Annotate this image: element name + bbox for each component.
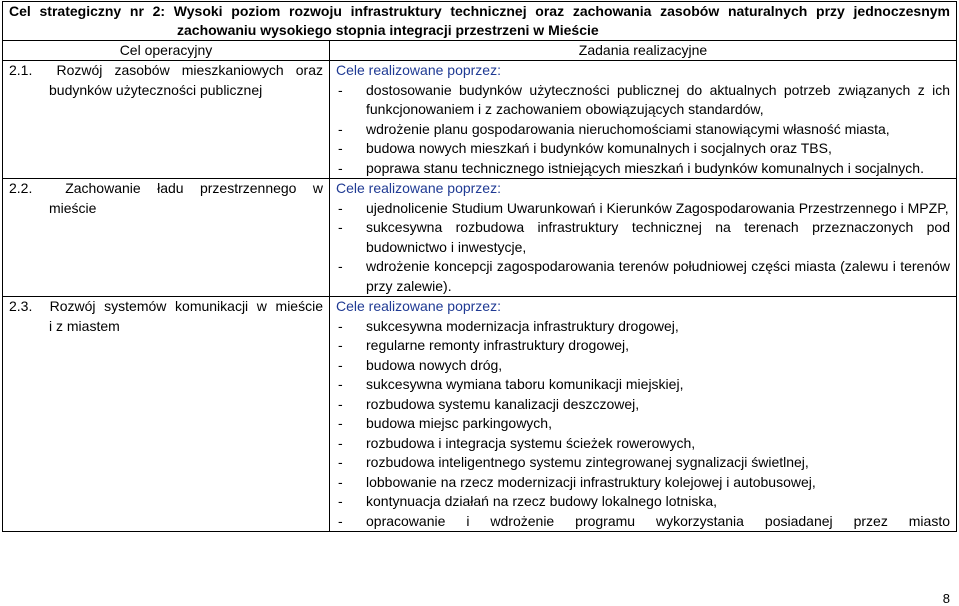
goal-title-line-1: Zachowanie ładu przestrzennego w	[65, 180, 323, 196]
dash-bullet: -	[338, 356, 343, 373]
goal-title-line-2: mieście	[49, 199, 97, 216]
tasks-lead: Cele realizowane poprzez:	[336, 62, 501, 78]
title-row	[3, 2, 957, 41]
goal-row-2-3	[3, 297, 957, 532]
strategic-goal-title	[3, 2, 957, 41]
tasks-cell	[330, 179, 957, 297]
operational-goal-cell	[3, 61, 330, 179]
dash-bullet: -	[338, 473, 343, 490]
list-item: - sukcesywna rozbudowa infrastruktury technicznej na terenach przeznaczonych pod budownictwo i inwestycje,	[338, 219, 951, 255]
list-item: - budowa miejsc parkingowych,	[336, 414, 950, 434]
goal-title-line-2: i z miastem	[49, 317, 120, 334]
dash-bullet: -	[338, 454, 343, 470]
dash-bullet: -	[338, 159, 343, 176]
dash-bullet: -	[338, 395, 343, 412]
dash-bullet: -	[338, 376, 343, 392]
list-item: - dostosowanie budynków użyteczności publicznej do aktualnych potrzeb związanych z ich funkcjonowaniem i z zachowaniem obowiązujących standardów,	[338, 81, 951, 117]
list-item: - regularne remonty infrastruktury drogowej,	[336, 336, 950, 356]
list-item: - rozbudowa systemu kanalizacji deszczowej,	[336, 395, 950, 415]
goal-row-2-2	[3, 179, 957, 297]
tasks-cell	[330, 61, 957, 179]
list-item: - poprawa stanu technicznego istniejących mieszkań i budynków komunalnych i socjalnych.	[336, 159, 950, 179]
goal-number: 2.2.	[9, 180, 33, 196]
dash-bullet: -	[338, 337, 343, 353]
list-item: - ujednolicenie Studium Uwarunkowań i Kierunków Zagospodarowania Przestrzennego i MPZP,	[336, 199, 950, 219]
task-list	[336, 317, 950, 532]
goal-number: 2.3.	[9, 298, 33, 314]
dash-bullet: -	[338, 493, 343, 509]
header-tasks: Zadania realizacyjne	[330, 41, 957, 61]
list-item: - lobbowanie na rzecz modernizacji infrastruktury kolejowej i autobusowej,	[336, 473, 950, 493]
page-number: 8	[942, 591, 950, 606]
dash-bullet: -	[338, 512, 343, 529]
dash-bullet: -	[338, 317, 343, 334]
goal-number: 2.1.	[9, 62, 33, 78]
title-line-2: zachowaniu wysokiego stopnia integracji przestrzeni w Mieście	[177, 22, 599, 38]
operational-goal-cell	[3, 297, 330, 532]
dash-bullet: -	[338, 81, 343, 98]
header-row	[3, 41, 957, 61]
header-operational-goal: Cel operacyjny	[3, 41, 330, 61]
dash-bullet: -	[338, 140, 343, 156]
goal-title-line-1: Rozwój systemów komunikacji w mieście	[49, 298, 323, 314]
list-item: - wdrożenie planu gospodarowania nieruchomościami stanowiącymi własność miasta,	[336, 120, 950, 140]
list-item: - rozbudowa i integracja systemu ścieżek rowerowych,	[336, 434, 950, 454]
list-item: - opracowanie i wdrożenie programu wykorzystania posiadanej przez miasto	[336, 512, 950, 532]
operational-goal-cell	[3, 179, 330, 297]
list-item: - sukcesywna modernizacja infrastruktury drogowej,	[336, 317, 950, 337]
goal-title-line-2: budynków użyteczności publicznej	[49, 81, 263, 98]
dash-bullet: -	[338, 199, 343, 216]
goal-title-line-1: Rozwój zasobów mieszkaniowych oraz	[56, 62, 323, 78]
dash-bullet: -	[338, 415, 343, 431]
list-item: - budowa nowych dróg,	[336, 356, 950, 376]
tasks-lead: Cele realizowane poprzez:	[336, 180, 501, 196]
dash-bullet: -	[338, 434, 343, 451]
list-item: - rozbudowa inteligentnego systemu zintegrowanej sygnalizacji świetlnej,	[336, 453, 950, 473]
goal-row-2-1	[3, 61, 957, 179]
list-item: - sukcesywna wymiana taboru komunikacji miejskiej,	[336, 375, 950, 395]
title-line-1: Cel strategiczny nr 2: Wysoki poziom rozwoju infrastruktury technicznej oraz zachowania zasobów naturalnych przy jednoczesnym	[9, 3, 951, 19]
task-list	[336, 81, 950, 179]
strategy-table	[2, 1, 957, 532]
tasks-lead: Cele realizowane poprzez:	[336, 298, 501, 314]
dash-bullet: -	[338, 258, 343, 274]
dash-bullet: -	[338, 219, 343, 235]
task-list	[336, 199, 950, 297]
dash-bullet: -	[338, 120, 343, 137]
tasks-cell	[330, 297, 957, 532]
list-item: - budowa nowych mieszkań i budynków komunalnych i socjalnych oraz TBS,	[336, 139, 950, 159]
list-item: - kontynuacja działań na rzecz budowy lokalnego lotniska,	[336, 492, 950, 512]
list-item: - wdrożenie koncepcji zagospodarowania terenów południowej części miasta (zalewu i terenów przy zalewie).	[338, 258, 951, 294]
